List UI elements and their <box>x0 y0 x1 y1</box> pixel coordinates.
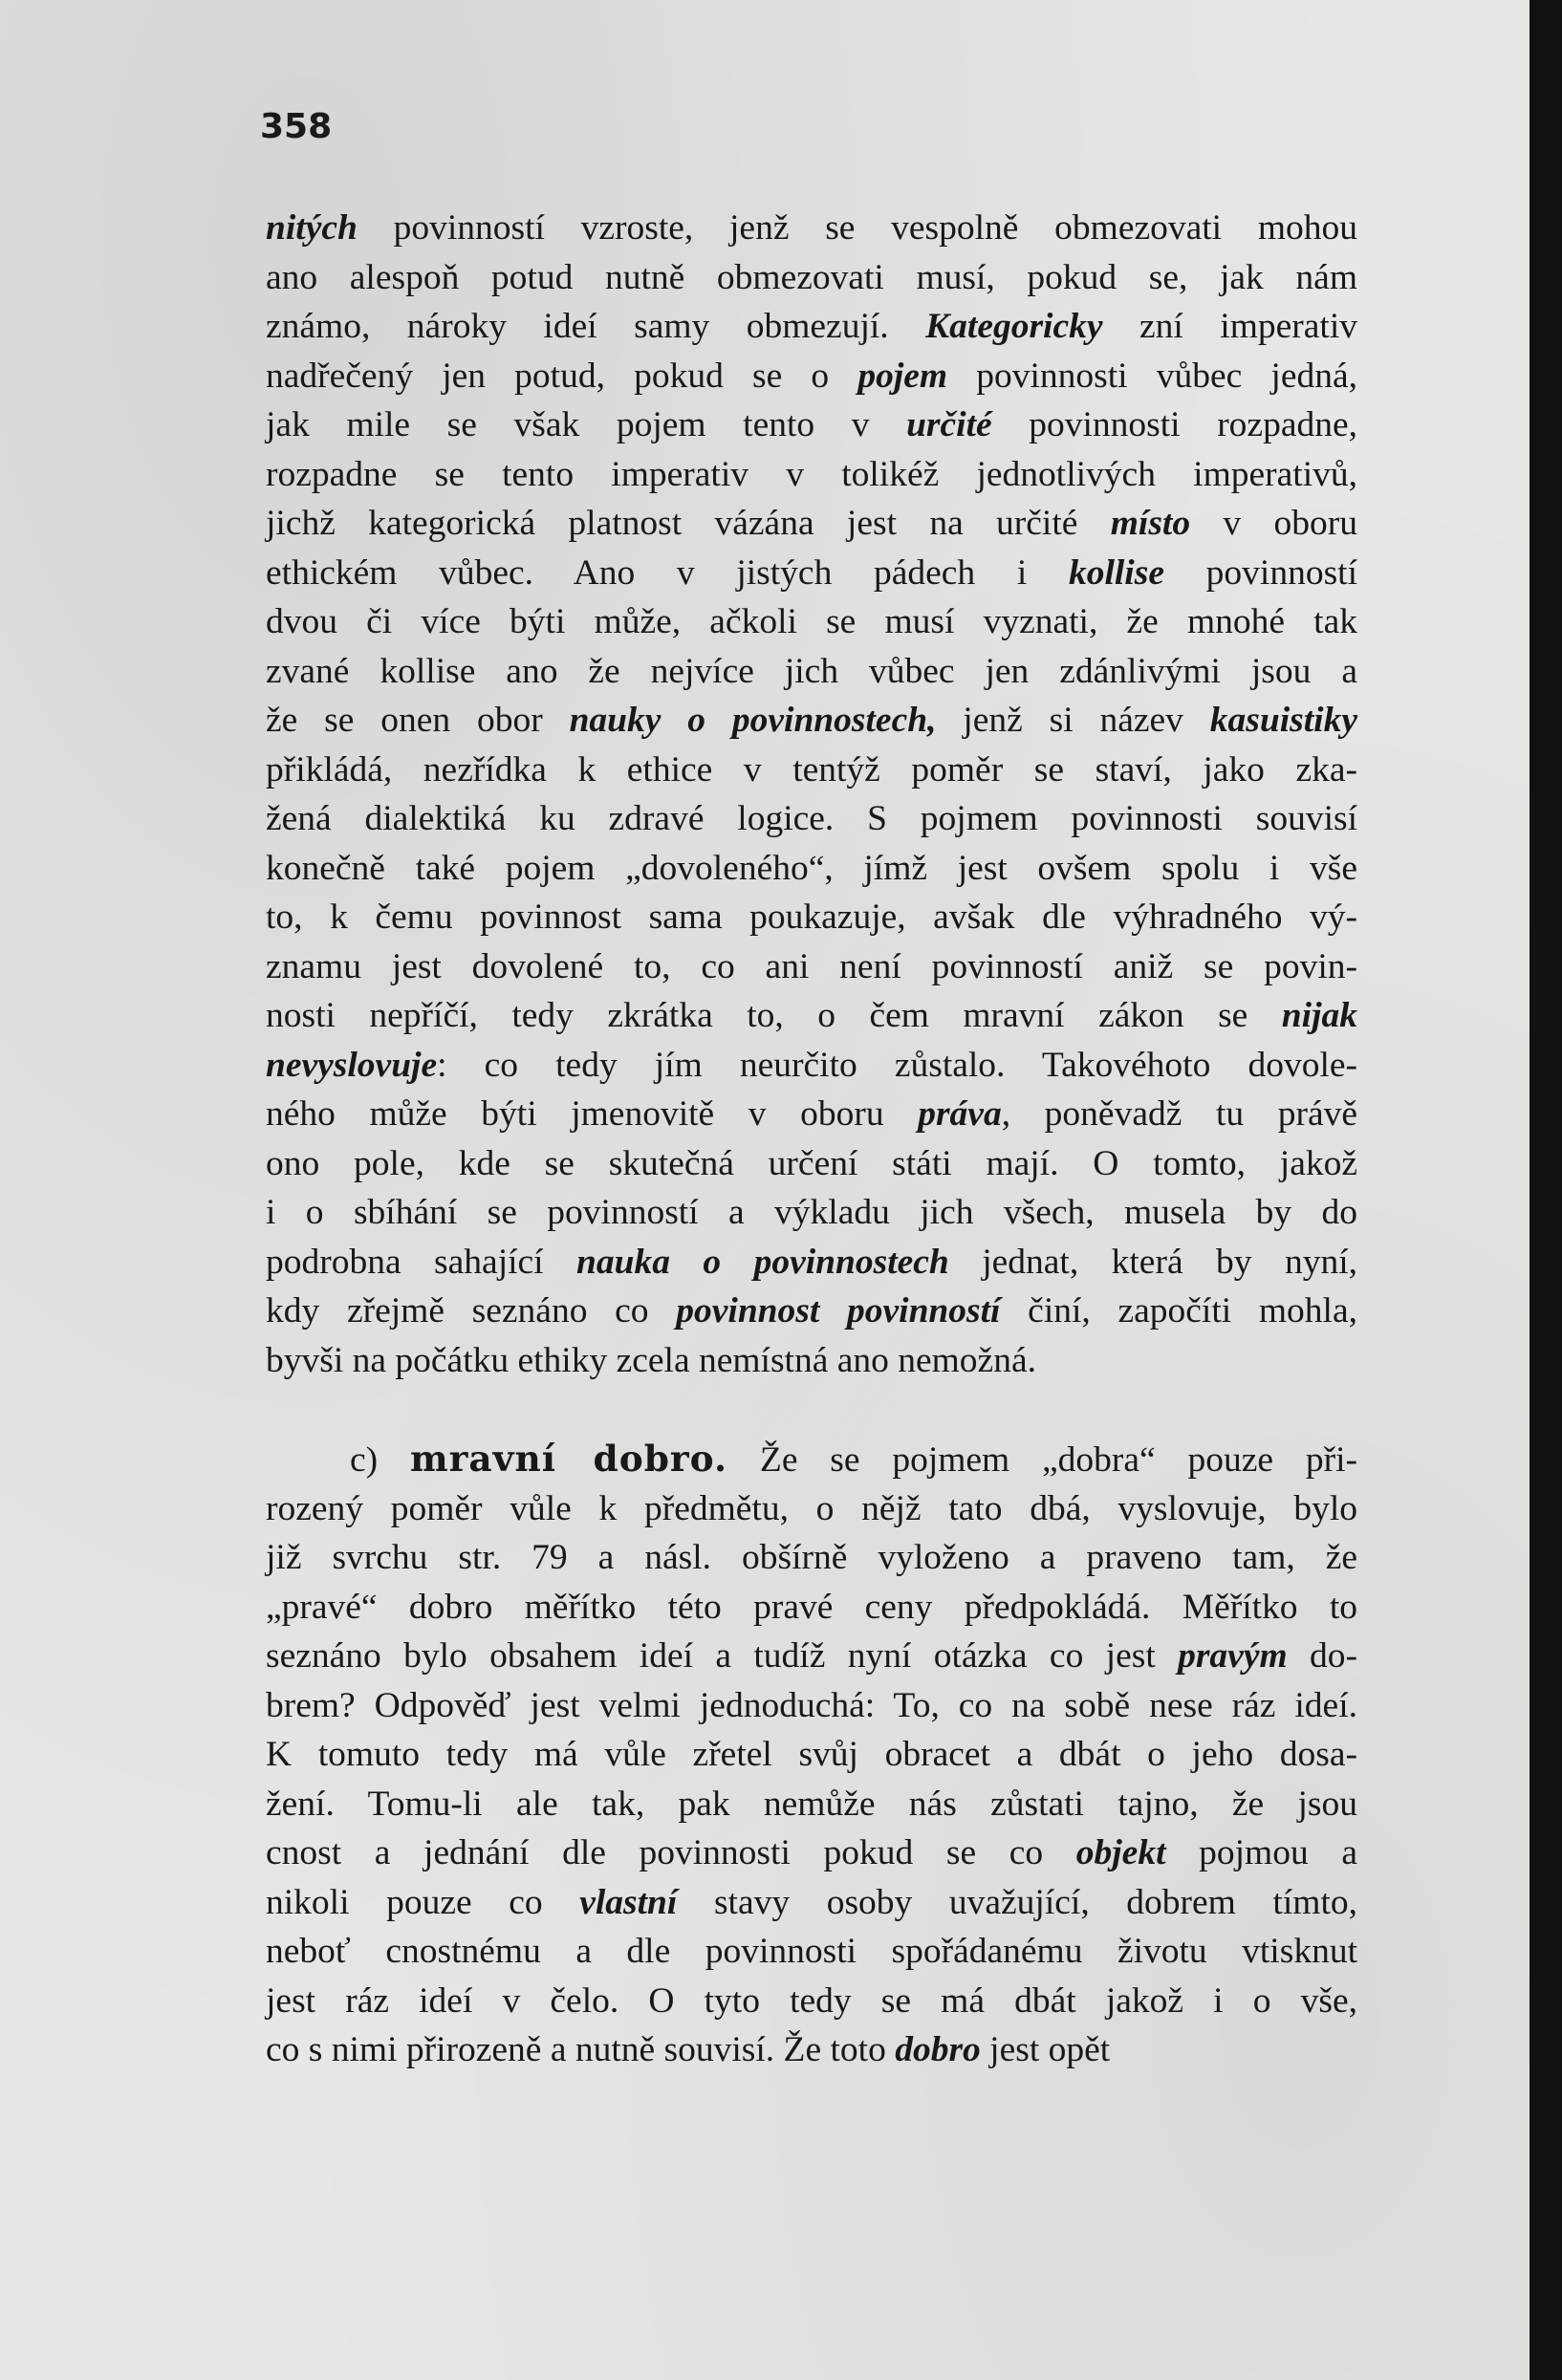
scan-border <box>1529 0 1562 2380</box>
text-segment: jest ráz ideí v čelo. O tyto tedy se má dbát jakož i o vše, <box>266 1980 1357 2021</box>
text-line <box>266 450 1357 500</box>
text-line <box>266 1041 1357 1091</box>
text-segment: jednat, která by nyní, <box>948 1242 1357 1282</box>
text-segment: i o sbíhání se povinností a výkladu jich všech, musela by do <box>266 1193 1357 1232</box>
text-segment: rozený poměr vůle k předmětu, o nějž tato dbá, vyslovuje, bylo <box>266 1488 1357 1528</box>
text-segment: nauky o povinnostech, <box>569 701 937 740</box>
text-segment: Kategoricky <box>925 307 1103 346</box>
text-line <box>266 1533 1357 1583</box>
text-segment: jichž kategorická platnost vázána jest na určité <box>266 504 1111 543</box>
text-line <box>266 844 1357 894</box>
text-segment: nevyslovuje <box>266 1045 438 1085</box>
text-segment: práva <box>918 1094 1002 1134</box>
text-segment: vlastní <box>579 1882 678 1922</box>
text-segment: povinností vzroste, jenž se vespolně obmezovati mohou <box>357 208 1357 248</box>
text-segment: c) <box>350 1440 410 1480</box>
text-segment: rozpadne se tento imperativ v tolikéž jednotlivých imperativů, <box>266 454 1357 494</box>
text-segment: znamu jest dovolené to, co ani není povinností aniž se povin- <box>266 946 1357 986</box>
text-line <box>266 1336 1357 1386</box>
text-line <box>266 1780 1357 1829</box>
text-segment: „pravé“ dobro měřítko této pravé ceny předpokládá. Měřítko to <box>266 1587 1357 1627</box>
text-segment: určité <box>906 405 992 444</box>
text-segment: kollise <box>1068 552 1164 593</box>
text-line <box>266 1287 1357 1336</box>
text-segment: ano alespoň potud nutně obmezovati musí, pokud se, jak nám <box>266 257 1357 297</box>
text-line <box>266 1090 1357 1139</box>
body-text <box>266 204 1357 2075</box>
text-segment: povinností <box>1163 552 1357 593</box>
text-segment: nadřečený jen potud, pokud se o <box>266 356 858 396</box>
text-line <box>266 1681 1357 1731</box>
text-segment: co s nimi přirozeně a nutně souvisí. Že toto <box>266 2030 896 2069</box>
text-line <box>266 499 1357 549</box>
text-segment: cnost a jednání dle povinnosti pokud se co <box>266 1833 1076 1872</box>
text-line <box>266 352 1357 401</box>
text-segment: činí, započíti mohla, <box>1000 1291 1357 1331</box>
text-line <box>266 1484 1357 1534</box>
text-segment: již svrchu str. 79 a násl. obšírně vyloženo a praveno tam, že <box>266 1538 1357 1577</box>
text-segment: byvši na počátku ethiky zcela nemístná ano nemožná. <box>266 1340 1036 1380</box>
text-line <box>266 253 1357 303</box>
text-segment: nijak <box>1281 996 1357 1035</box>
text-line <box>266 597 1357 647</box>
text-segment: že se onen obor <box>266 701 570 740</box>
text-line <box>266 991 1357 1041</box>
text-segment: v oboru <box>1190 504 1357 543</box>
text-segment: nitých <box>266 208 358 248</box>
text-segment: známo, nároky ideí samy obmezují. <box>266 307 926 346</box>
text-line <box>266 400 1357 450</box>
text-segment: žená dialektiká ku zdravé logice. S pojmem povinnosti souvisí <box>266 799 1357 838</box>
section-heading: mravní dobro. <box>409 1438 728 1480</box>
text-segment: nosti nepříčí, tedy zkrátka to, o čem mravní zákon se <box>266 996 1282 1035</box>
text-segment: zvané kollise ano že nejvíce jich vůbec jen zdánlivými jsou a <box>266 651 1357 691</box>
text-line <box>266 1583 1357 1633</box>
text-line <box>266 893 1357 942</box>
text-line <box>266 2025 1357 2075</box>
text-segment: jest opět <box>980 2030 1111 2069</box>
text-line <box>266 647 1357 697</box>
text-segment: nauka o povinnostech <box>576 1242 949 1282</box>
text-segment: : co tedy jím neurčito zůstalo. Takovéhoto dovole- <box>437 1045 1357 1085</box>
text-segment: zní imperativ <box>1102 307 1357 346</box>
text-segment: kdy zřejmě seznáno co <box>266 1291 677 1331</box>
text-line <box>266 1632 1357 1681</box>
text-segment: žení. Tomu-li ale tak, pak nemůže nás zůstati tajno, že jsou <box>266 1784 1357 1824</box>
text-line <box>266 1435 1357 1484</box>
text-segment: jenž si název <box>936 701 1210 740</box>
text-segment: přikládá, nezřídka k ethice v tentýž poměr se staví, jako zka- <box>266 749 1357 790</box>
text-segment: povinnost povinností <box>676 1291 1001 1331</box>
text-line <box>266 1828 1357 1878</box>
text-segment: místo <box>1110 504 1191 543</box>
text-segment: pravým <box>1178 1636 1288 1676</box>
text-line <box>266 1188 1357 1238</box>
text-segment: brem? Odpověď jest velmi jednoduchá: To, co na sobě nese ráz ideí. <box>266 1685 1357 1725</box>
text-line <box>266 1977 1357 2026</box>
text-segment: jak mile se však pojem tento v <box>266 405 907 444</box>
text-line <box>266 204 1357 253</box>
text-segment: ono pole, kde se skutečná určení státi mají. O tomto, jakož <box>266 1143 1357 1183</box>
text-segment: seznáno bylo obsahem ideí a tudíž nyní otázka co jest <box>266 1636 1179 1676</box>
text-segment: povinnosti rozpadne, <box>991 405 1357 444</box>
text-line <box>266 746 1357 795</box>
text-line <box>266 794 1357 844</box>
text-line <box>266 1927 1357 1977</box>
text-segment: dobro <box>895 2030 981 2069</box>
text-line <box>266 1878 1357 1928</box>
text-segment: dvou či více býti může, ačkoli se musí vyznati, že mnohé tak <box>266 602 1357 641</box>
text-segment: konečně také pojem „dovoleného“, jímž jest ovšem spolu i vše <box>266 848 1357 888</box>
text-segment: neboť cnostnému a dle povinnosti spořádanému životu vtisknut <box>266 1932 1357 1971</box>
text-segment: kasuistiky <box>1209 701 1357 740</box>
text-line <box>266 1238 1357 1287</box>
text-line <box>266 1730 1357 1780</box>
text-line <box>266 696 1357 746</box>
text-segment: K tomuto tedy má vůle zřetel svůj obracet a dbát o jeho dosa- <box>266 1735 1357 1774</box>
text-segment: do- <box>1287 1636 1357 1676</box>
text-segment: to, k čemu povinnost sama poukazuje, avšak dle výhradného vý- <box>266 898 1357 937</box>
page-number: 358 <box>260 107 333 146</box>
text-segment: objekt <box>1075 1833 1166 1872</box>
text-segment: pojmou a <box>1165 1833 1357 1872</box>
text-segment: ného může býti jmenovitě v oboru <box>266 1094 919 1134</box>
text-segment: povinnosti vůbec jedná, <box>947 356 1357 396</box>
text-segment: pojem <box>857 356 948 396</box>
text-segment: podrobna sahající <box>266 1242 577 1282</box>
text-segment: nikoli pouze co <box>266 1882 580 1922</box>
text-segment: Že se pojmem „dobra“ pouze při- <box>727 1440 1358 1480</box>
text-line <box>266 1139 1357 1189</box>
text-line <box>266 549 1357 598</box>
text-line <box>266 942 1357 992</box>
text-segment: , poněvadž tu právě <box>1001 1094 1357 1134</box>
text-segment: ethickém vůbec. Ano v jistých pádech i <box>266 552 1069 593</box>
text-segment: stavy osoby uvažující, dobrem tímto, <box>677 1882 1357 1922</box>
text-line <box>266 302 1357 352</box>
